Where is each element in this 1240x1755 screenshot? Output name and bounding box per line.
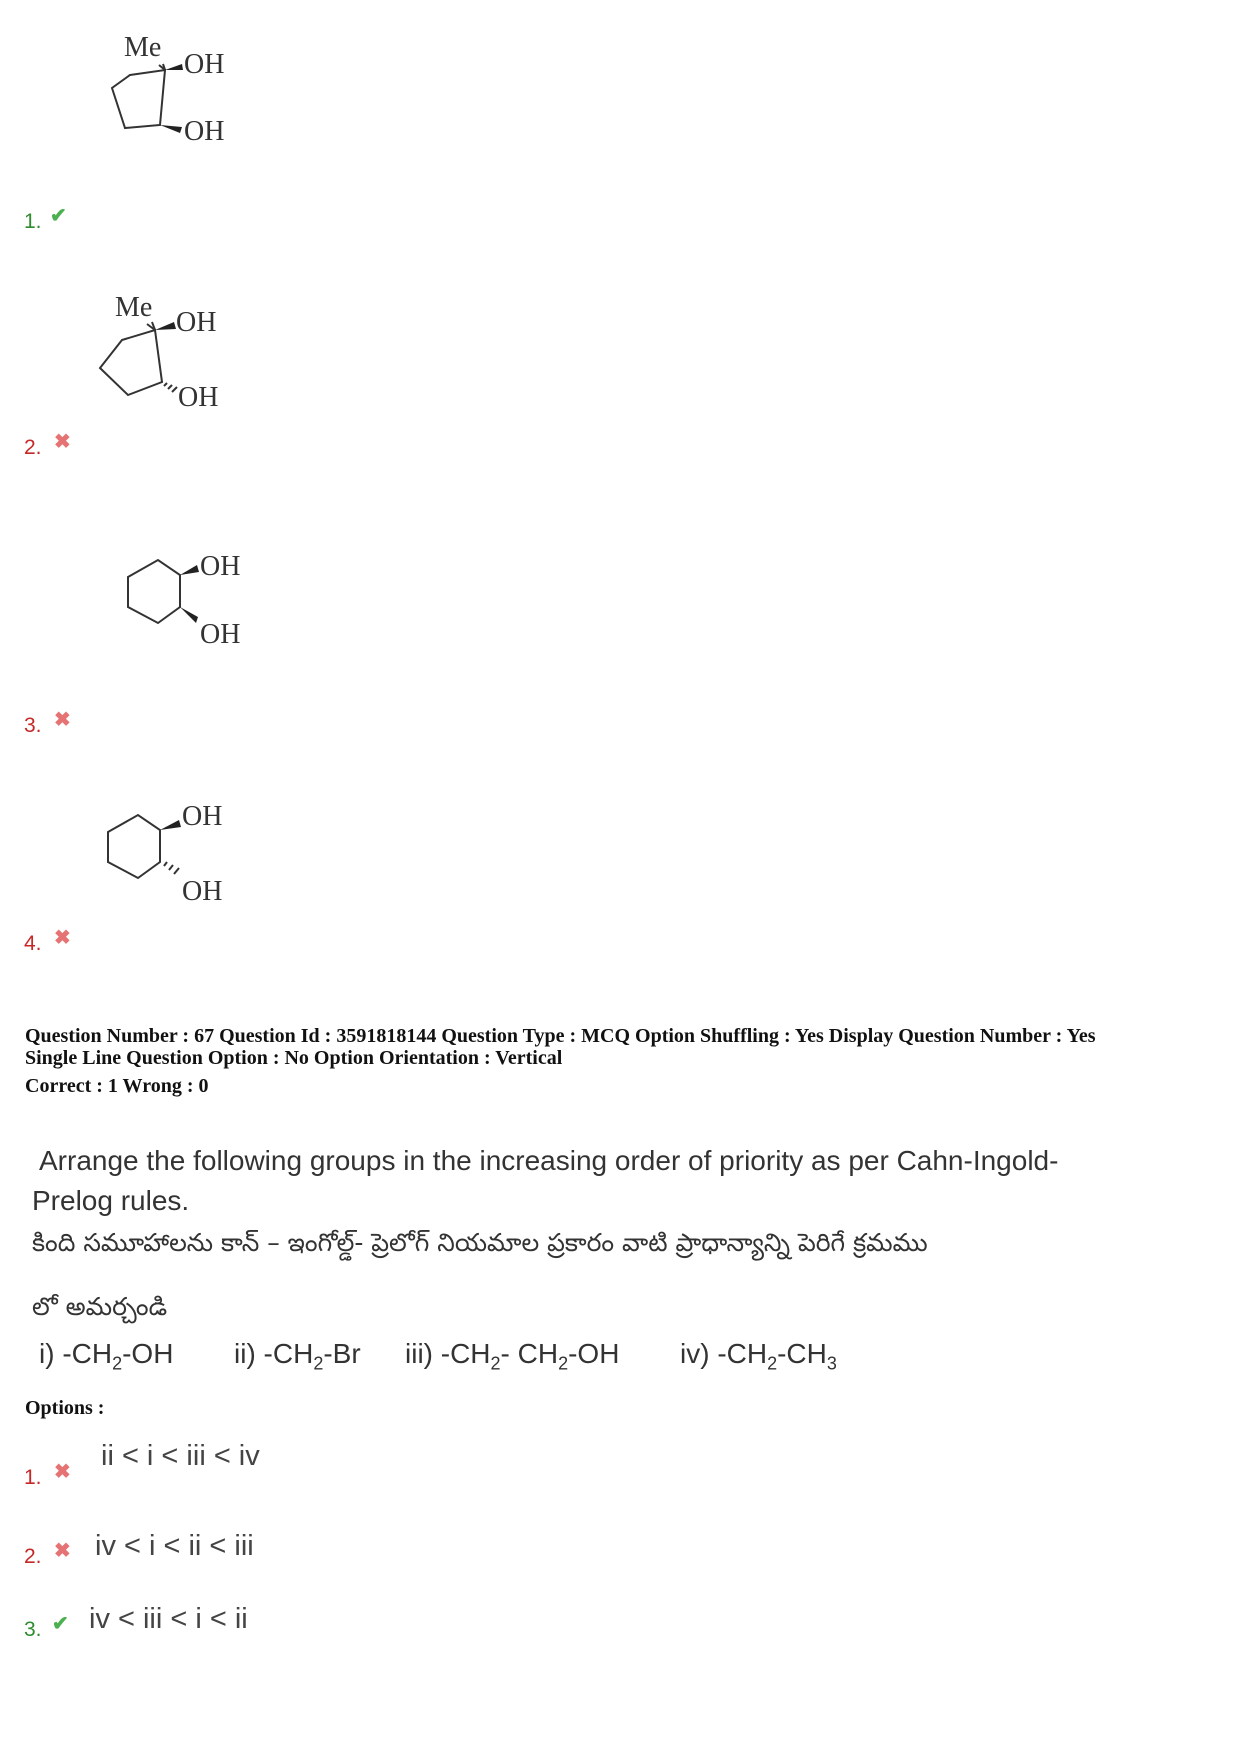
group-iv: iv) $-CH_2-CH_3$ xyxy=(680,1338,837,1374)
option-number: 3. xyxy=(24,714,42,737)
option-text[interactable]: iv < i < ii < iii xyxy=(95,1530,254,1562)
group-iii: iii) $-CH_2-$ $CH_2-OH$ xyxy=(405,1338,620,1374)
option-number: 3. xyxy=(24,1618,42,1641)
structure-option-4 xyxy=(100,800,270,910)
structure-option-1 xyxy=(90,30,260,170)
oh-label: OH xyxy=(200,551,241,582)
question-telugu-line1: కింది సమూహాలను కాన్ – ఇంగోల్డ్- ప్రెలోగ్ నియమాల ప్రకారం వాటి ప్రాధాన్యాన్ని పెరిగే క్రమము xyxy=(32,1228,928,1257)
option-number: 1. xyxy=(24,1466,42,1489)
oh-label: OH xyxy=(200,619,241,650)
question-english-line2: Prelog rules. xyxy=(32,1185,190,1216)
question-meta-line2: Single Line Question Option : No Option Orientation : Vertical xyxy=(25,1047,563,1069)
cross-icon: ✖ xyxy=(54,709,71,731)
question-meta-line3: Correct : 1 Wrong : 0 xyxy=(25,1075,209,1097)
oh-label: OH xyxy=(184,49,225,80)
option-number: 1. xyxy=(24,210,42,233)
oh-label: OH xyxy=(178,382,219,413)
option-text[interactable]: ii < i < iii < iv xyxy=(101,1440,260,1472)
option-number: 4. xyxy=(24,932,42,955)
me-label: Me xyxy=(115,292,153,323)
option-number: 2. xyxy=(24,436,42,459)
group-ii: ii) $-CH_2-Br$ xyxy=(234,1338,361,1374)
cross-icon: ✖ xyxy=(54,1461,71,1483)
check-icon: ✔ xyxy=(52,1613,69,1635)
cross-icon: ✖ xyxy=(54,927,71,949)
structure-option-3 xyxy=(100,545,270,655)
structure-option-2 xyxy=(90,290,260,430)
group-i: i) $-CH_2-OH$ xyxy=(39,1338,174,1374)
oh-label: OH xyxy=(182,801,223,832)
cross-icon: ✖ xyxy=(54,1540,71,1562)
question-telugu-line2: లో అమర్చండి xyxy=(32,1292,168,1321)
oh-label: OH xyxy=(184,116,225,147)
options-label: Options : xyxy=(25,1397,105,1419)
question-meta-line1: Question Number : 67 Question Id : 3591818144 Question Type : MCQ Option Shuffling : Yes Display Question Number : Yes xyxy=(25,1025,1096,1047)
option-text[interactable]: iv < iii < i < ii xyxy=(89,1603,248,1635)
me-label: Me xyxy=(124,32,162,63)
cross-icon: ✖ xyxy=(54,431,71,453)
check-icon: ✔ xyxy=(50,205,67,227)
oh-label: OH xyxy=(182,876,223,907)
option-number: 2. xyxy=(24,1545,42,1568)
oh-label: OH xyxy=(176,307,217,338)
question-english-line1: Arrange the following groups in the increasing order of priority as per Cahn-Ingold- xyxy=(39,1145,1059,1176)
